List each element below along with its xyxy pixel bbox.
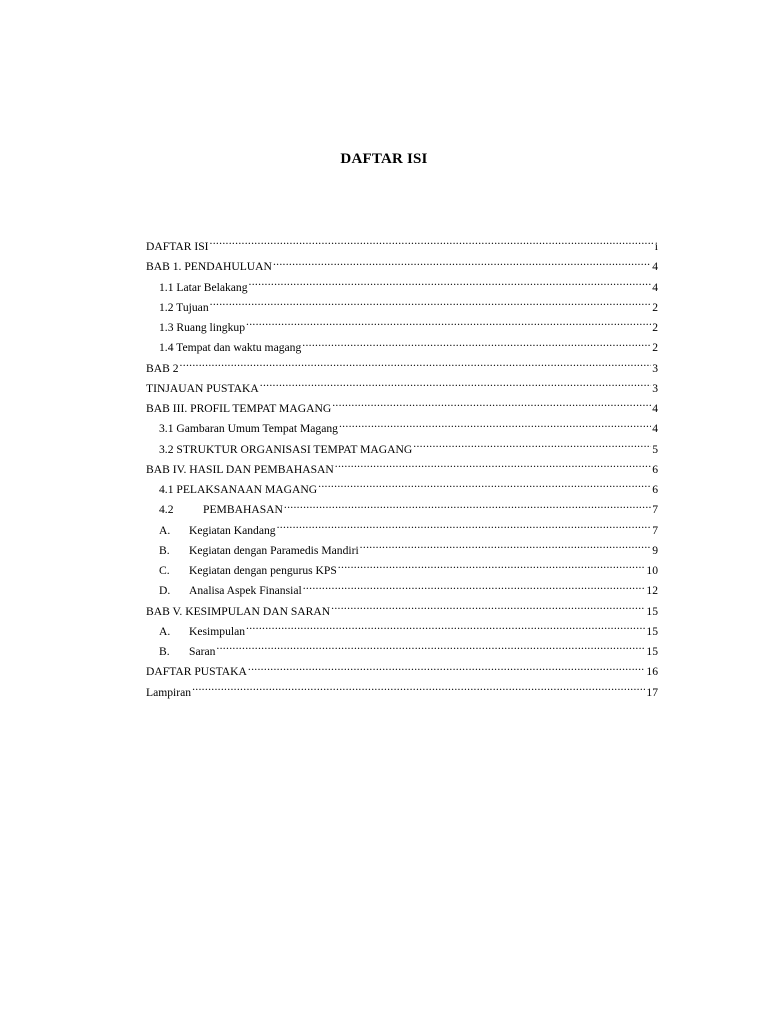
toc-label: BAB III. PROFIL TEMPAT MAGANG <box>146 402 332 415</box>
dot-leader <box>318 473 651 493</box>
toc-label: DAFTAR ISI <box>146 240 209 253</box>
toc-page-number: 2 <box>652 321 658 334</box>
page-title: DAFTAR ISI <box>340 151 428 167</box>
dot-leader <box>284 493 651 513</box>
dot-leader <box>260 372 651 392</box>
toc-page-number: 15 <box>646 624 658 638</box>
toc-number: C. <box>159 564 170 577</box>
dot-leader <box>246 615 645 635</box>
dot-leader <box>192 676 645 696</box>
toc-page-number: 7 <box>652 523 658 537</box>
toc-entry[interactable] <box>146 635 658 658</box>
toc-label: PEMBAHASAN <box>203 503 283 517</box>
toc-page-number: 4 <box>652 402 658 415</box>
toc-label: 1.3 Ruang lingkup <box>159 321 245 334</box>
toc-page-number: 2 <box>652 300 658 314</box>
toc-label: 3.1 Gambaran Umum Tempat Magang <box>159 422 338 436</box>
dot-leader <box>277 514 652 534</box>
toc-page-number: 12 <box>646 584 658 598</box>
toc-label: Saran <box>189 645 216 658</box>
dot-leader <box>332 392 651 412</box>
dot-leader <box>302 331 651 351</box>
dot-leader <box>216 635 645 655</box>
dot-leader <box>180 352 652 372</box>
toc-entry[interactable] <box>146 372 658 395</box>
toc-page-number: 17 <box>646 685 658 699</box>
toc-label: 1.1 Latar Belakang <box>159 280 248 294</box>
toc-label: BAB IV. HASIL DAN PEMBAHASAN <box>146 462 334 476</box>
dot-leader <box>338 554 646 574</box>
toc-label: TINJAUAN PUSTAKA <box>146 381 259 395</box>
toc-page-number: 6 <box>652 462 658 476</box>
toc-entry[interactable] <box>146 230 658 253</box>
toc-label: DAFTAR PUSTAKA <box>146 665 247 679</box>
toc-page-number: 6 <box>652 483 658 496</box>
toc-entry[interactable] <box>146 352 658 375</box>
dot-leader <box>249 271 652 291</box>
toc-page-number: 2 <box>652 341 658 355</box>
dot-leader <box>210 230 654 250</box>
dot-leader <box>246 311 651 331</box>
dot-leader <box>360 534 652 554</box>
dot-leader <box>210 291 652 311</box>
toc-page-number: 16 <box>646 665 658 679</box>
toc-entry[interactable] <box>146 291 658 314</box>
toc-number: A. <box>159 523 171 537</box>
toc-number: A. <box>159 624 171 638</box>
dot-leader <box>413 433 651 453</box>
toc-page-number: 3 <box>652 361 658 375</box>
dot-leader <box>339 412 651 432</box>
toc-page-number: i <box>654 240 658 253</box>
toc-entry[interactable] <box>146 676 658 699</box>
dot-leader <box>303 574 646 594</box>
toc-label: Kegiatan dengan Paramedis Mandiri <box>189 543 359 557</box>
toc-page-number: 15 <box>646 604 658 618</box>
toc-page-number: 10 <box>646 564 658 577</box>
toc-number: D. <box>159 584 171 598</box>
toc-label: Kegiatan Kandang <box>189 523 276 537</box>
toc-label: BAB 1. PENDAHULUAN <box>146 260 272 274</box>
toc-label: Kegiatan dengan pengurus KPS <box>189 564 337 577</box>
toc-label: Analisa Aspek Finansial <box>189 584 302 598</box>
toc-number: B. <box>159 645 170 658</box>
dot-leader <box>331 595 645 615</box>
toc-label: 3.2 STRUKTUR ORGANISASI TEMPAT MAGANG <box>159 442 413 456</box>
toc-entry[interactable] <box>146 655 658 679</box>
toc-page-number: 15 <box>646 645 658 658</box>
toc-label: 1.4 Tempat dan waktu magang <box>159 341 302 355</box>
toc-label: BAB V. KESIMPULAN DAN SARAN <box>146 604 331 618</box>
toc-page-number: 4 <box>652 422 658 436</box>
toc-entry[interactable] <box>146 250 658 274</box>
dot-leader <box>335 453 651 473</box>
toc-page-number: 3 <box>652 381 658 395</box>
toc-page-number: 7 <box>652 503 658 517</box>
toc-label: Lampiran <box>146 685 192 699</box>
toc-label: Kesimpulan <box>189 624 246 638</box>
toc-page-number: 4 <box>652 280 658 294</box>
toc-number: B. <box>159 543 170 557</box>
toc-page-number: 4 <box>652 260 658 274</box>
toc-page-number: 9 <box>652 543 658 557</box>
dot-leader <box>248 655 646 675</box>
toc-page-number: 5 <box>652 442 658 456</box>
toc-number: 4.2 <box>159 503 174 517</box>
dot-leader <box>273 250 651 270</box>
table-of-contents <box>146 230 658 699</box>
toc-label: 4.1 PELAKSANAAN MAGANG <box>159 483 318 496</box>
toc-label: 1.2 Tujuan <box>159 300 209 314</box>
toc-entry[interactable] <box>146 311 658 334</box>
toc-label: BAB 2 <box>146 361 179 375</box>
